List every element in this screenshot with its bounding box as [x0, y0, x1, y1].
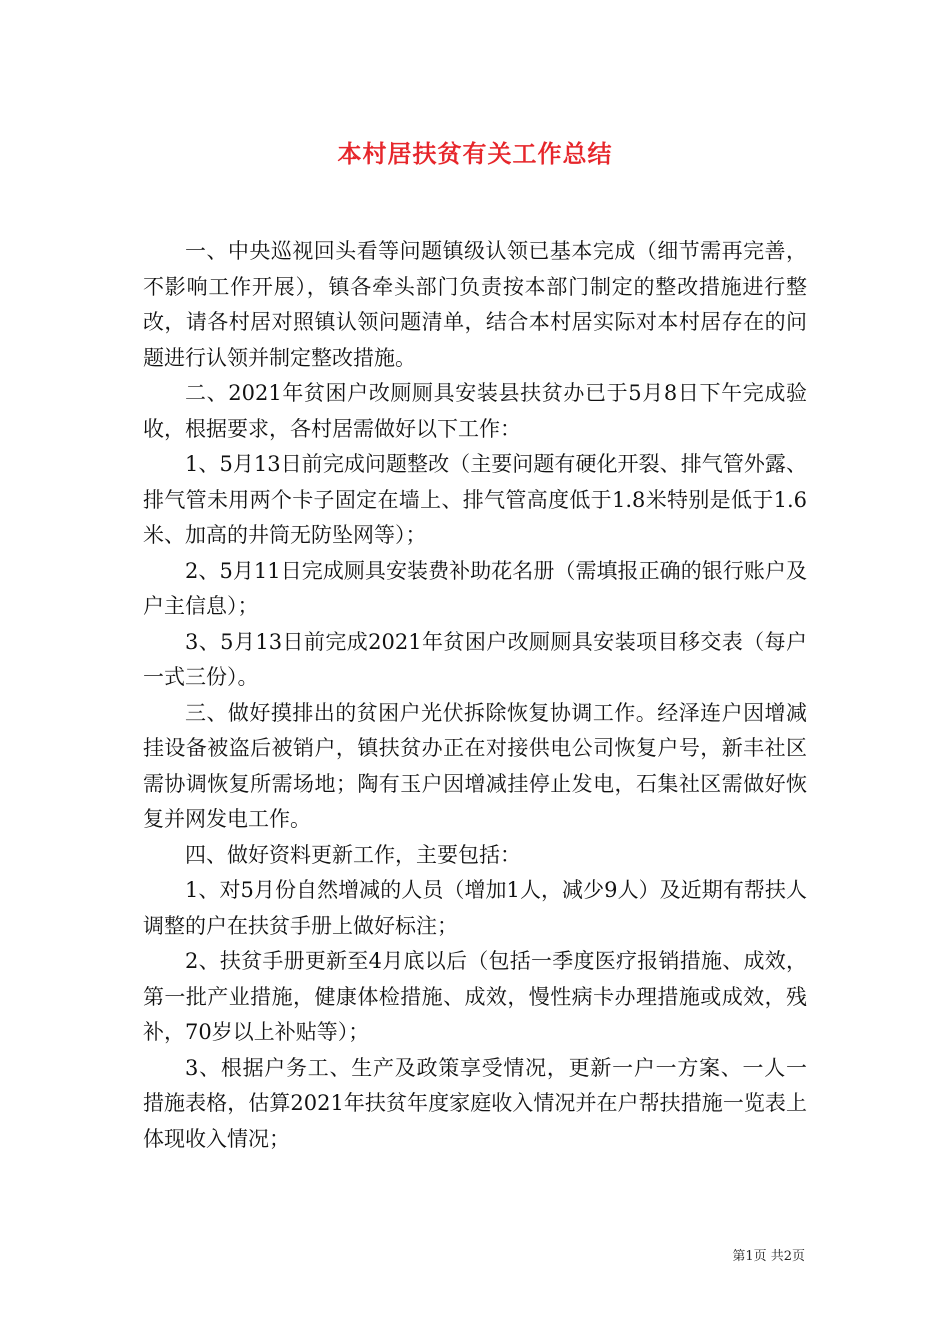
- paragraph-1: 一、中央巡视回头看等问题镇级认领已基本完成（细节需再完善，不影响工作开展），镇各牵头部门负责按本部门制定的整改措施进行整改，请各村居对照镇认领问题清单，结合本村居实际对本村居存在的问题进行认领并制定整改措施。: [143, 239, 807, 370]
- document-body: [143, 234, 807, 1157]
- paragraph-4: 2、5月11日完成厕具安装费补助花名册（需填报正确的银行账户及户主信息）；: [143, 558, 807, 618]
- paragraph-10: 3、根据户务工、生产及政策享受情况，更新一户一方案、一人一措施表格，估算2021年扶贫年度家庭收入情况并在户帮扶措施一览表上体现收入情况；: [143, 1055, 807, 1151]
- paragraph-9: 2、扶贫手册更新至4月底以后（包括一季度医疗报销措施、成效，第一批产业措施，健康体检措施、成效，慢性病卡办理措施或成效，残补，70岁以上补贴等）；: [143, 949, 807, 1044]
- page-number: 第1页 共2页: [732, 1249, 805, 1264]
- paragraph-3: 1、5月13日前完成问题整改（主要问题有硬化开裂、排气管外露、排气管未用两个卡子固定在墙上、排气管高度低于1.8米特别是低于1.6米、加高的井筒无防坠网等）；: [143, 452, 807, 547]
- document-title: 本村居扶贫有关工作总结: [337, 140, 613, 168]
- paragraph-2: 二、2021年贫困户改厕厕具安装县扶贫办已于5月8日下午完成验收，根据要求，各村居需做好以下工作：: [143, 381, 807, 441]
- paragraph-6: 三、做好摸排出的贫困户光伏拆除恢复协调工作。经泽连户因增减挂设备被盗后被销户，镇扶贫办正在对接供电公司恢复户号，新丰社区需协调恢复所需场地；陶有玉户因增减挂停止发电，石集社区需做好恢复并网发电工作。: [143, 700, 807, 831]
- paragraph-7: 四、做好资料更新工作，主要包括：: [185, 842, 521, 867]
- paragraph-8: 1、对5月份自然增减的人员（增加1人，减少9人）及近期有帮扶人调整的户在扶贫手册上做好标注；: [143, 878, 807, 938]
- paragraph-5: 3、5月13日前完成2021年贫困户改厕厕具安装项目移交表（每户一式三份）。: [143, 629, 807, 689]
